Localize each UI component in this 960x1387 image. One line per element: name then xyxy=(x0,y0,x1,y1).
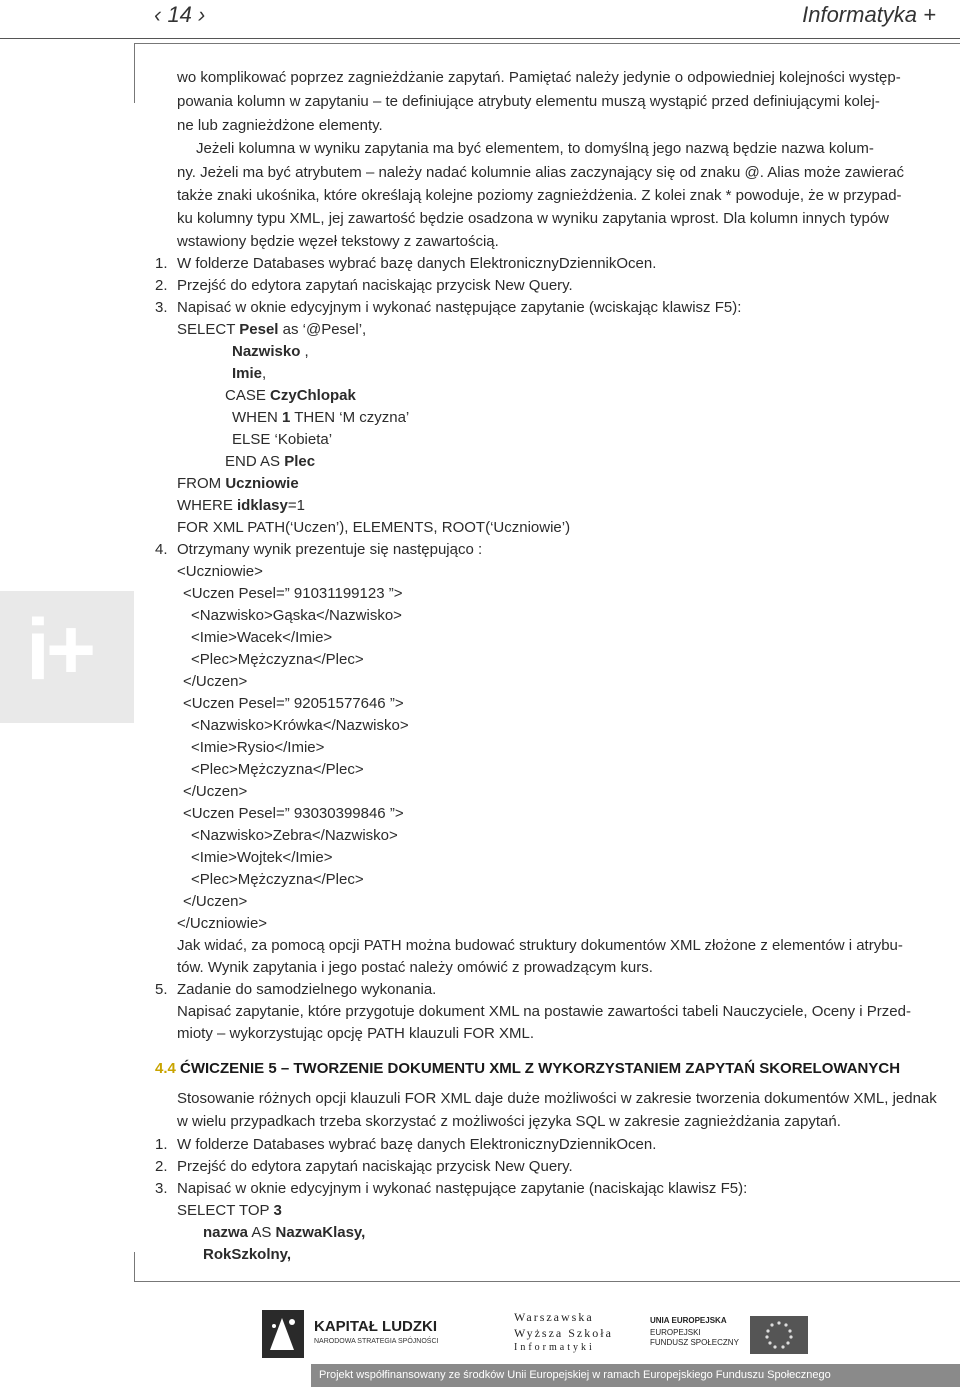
wwsi-line-1: Warszawska xyxy=(514,1310,594,1324)
step-number: 4. xyxy=(155,541,168,558)
code-line: SELECT Pesel as ‘@Pesel’, xyxy=(177,321,367,338)
frame-bottom-line xyxy=(134,1281,960,1282)
eu-line-2: EUROPEJSKI xyxy=(650,1328,701,1337)
kapital-ludzki-emblem-icon xyxy=(262,1310,304,1358)
xml-line: <Imie>Wacek</Imie> xyxy=(191,629,333,646)
side-logo-box xyxy=(0,591,134,723)
kapital-ludzki-logo xyxy=(262,1310,462,1360)
eu-fund-logo xyxy=(650,1316,810,1362)
kapital-ludzki-subtitle: NARODOWA STRATEGIA SPÓJNOŚCI xyxy=(314,1338,439,1345)
xml-line: <Nazwisko>Zebra</Nazwisko> xyxy=(191,827,398,844)
step-number: 1. xyxy=(155,255,168,272)
xml-line: <Imie>Wojtek</Imie> xyxy=(191,849,333,866)
eu-flag-icon xyxy=(750,1316,808,1354)
code-line: FOR XML PATH(‘Uczen’), ELEMENTS, ROOT(‘Uczniowie’) xyxy=(177,519,571,536)
step-number: 3. xyxy=(155,299,168,316)
paragraph-line: ne lub zagnieżdżone elementy. xyxy=(177,117,383,134)
step-text: Przejść do edytora zapytań naciskając przycisk New Query. xyxy=(177,1158,573,1175)
running-title: Informatyka + xyxy=(802,2,936,27)
step-number: 5. xyxy=(155,981,168,998)
xml-line: <Uczniowie> xyxy=(177,563,263,580)
kapital-ludzki-title: KAPITAŁ LUDZKI xyxy=(314,1318,438,1335)
step-text: Napisać w oknie edycyjnym i wykonać następujące zapytanie (naciskając klawisz F5): xyxy=(177,1180,748,1197)
code-line: ELSE ‘Kobieta’ xyxy=(232,431,333,448)
frame-bottom-left-line xyxy=(134,1252,135,1282)
xml-line: <Plec>Mężczyzna</Plec> xyxy=(191,761,364,778)
xml-line: <Imie>Rysio</Imie> xyxy=(191,739,325,756)
wwsi-line-3: Informatyki xyxy=(514,1342,595,1353)
eu-line-1: UNIA EUROPEJSKA xyxy=(650,1316,727,1325)
wwsi-logo xyxy=(500,1308,640,1360)
code-line: Imie, xyxy=(232,365,267,382)
paragraph-line: w wielu przypadkach trzeba skorzystać z możliwości języka SQL w zakresie zagnieżdżania zapytań. xyxy=(177,1113,841,1130)
paragraph-line: wo komplikować poprzez zagnieżdżanie zapytań. Pamiętać należy jedynie o odpowiedniej kolejności występ- xyxy=(177,69,901,86)
frame-top-line xyxy=(134,43,960,44)
code-line: RokSzkolny, xyxy=(203,1246,292,1263)
paragraph-line: wstawiony będzie węzeł tekstowy z zawartością. xyxy=(177,233,499,250)
page-number: ‹ 14 › xyxy=(154,2,206,27)
paragraph-line: tów. Wynik zapytania i jego postać należy omówić z prowadzącym kurs. xyxy=(177,959,653,976)
frame-left-line xyxy=(134,43,135,103)
xml-line: </Uczen> xyxy=(183,783,248,800)
paragraph-line: Jeżeli kolumna w wyniku zapytania ma być elementem, to domyślną jego nazwą będzie nazwa kolum- xyxy=(196,140,874,157)
code-line: END AS Plec xyxy=(225,453,316,470)
code-line: WHEN 1 THEN ‘M czyzna’ xyxy=(232,409,410,426)
step-number: 1. xyxy=(155,1136,168,1153)
step-number: 2. xyxy=(155,277,168,294)
xml-line: </Uczen> xyxy=(183,893,248,910)
section-title: ĆWICZENIE 5 – TWORZENIE DOKUMENTU XML Z WYKORZYSTANIEM ZAPYTAŃ SKORELOWANYCH xyxy=(175,1060,901,1077)
paragraph-line: Stosowanie różnych opcji klauzuli FOR XML daje duże możliwości w zakresie tworzenia dokumentów XML, jednak xyxy=(177,1090,937,1107)
header-rule xyxy=(0,38,960,39)
code-line: WHERE idklasy=1 xyxy=(177,497,305,514)
xml-line: </Uczniowie> xyxy=(177,915,268,932)
step-text: W folderze Databases wybrać bazę danych ElektronicznyDziennikOcen. xyxy=(177,1136,657,1153)
paragraph-line: ny. Jeżeli ma być atrybutem – należy nadać kolumnie alias zaczynający się od znaku @. Alias może zawierać xyxy=(177,164,904,181)
step-text: Otrzymany wynik prezentuje się następująco : xyxy=(177,541,483,558)
step-text: Zadanie do samodzielnego wykonania. xyxy=(177,981,437,998)
xml-line: <Uczen Pesel=” 91031199123 ”> xyxy=(183,585,403,602)
paragraph-line: ku kolumny typu XML, jej zawartość będzie osadzona w wyniku zapytania wprost. Dla kolumn innych typów xyxy=(177,210,890,227)
xml-line: <Plec>Mężczyzna</Plec> xyxy=(191,651,364,668)
xml-line: <Nazwisko>Gąska</Nazwisko> xyxy=(191,607,402,624)
wwsi-line-2: Wyższa Szkoła xyxy=(514,1326,613,1340)
xml-line: <Nazwisko>Krówka</Nazwisko> xyxy=(191,717,409,734)
code-line: CASE CzyChlopak xyxy=(225,387,356,404)
step-number: 2. xyxy=(155,1158,168,1175)
paragraph-line: Napisać zapytanie, które przygotuje dokument XML na postawie zawartości tabeli Nauczyciele, Oceny i Przed- xyxy=(177,1003,911,1020)
code-line: SELECT TOP 3 xyxy=(177,1202,282,1219)
step-text: Przejść do edytora zapytań naciskając przycisk New Query. xyxy=(177,277,573,294)
xml-line: <Uczen Pesel=” 93030399846 ”> xyxy=(183,805,404,822)
page-header xyxy=(0,0,960,40)
paragraph-line: także znaki ukośnika, które określają kolejne poziomy zagnieżdżenia. Z kolei znak * powoduje, że w przypad- xyxy=(177,187,902,204)
section-heading xyxy=(155,1060,900,1077)
xml-line: </Uczen> xyxy=(183,673,248,690)
paragraph-line: mioty – wykorzystując opcję PATH klauzuli FOR XML. xyxy=(177,1025,535,1042)
section-number: 4.4 xyxy=(155,1060,176,1077)
eu-line-3: FUNDUSZ SPOŁECZNY xyxy=(650,1338,739,1347)
side-logo-text: i+ xyxy=(26,602,93,698)
paragraph-line: Jak widać, za pomocą opcji PATH można budować struktury dokumentów XML złożone z elementów i atrybu- xyxy=(177,937,903,954)
step-number: 3. xyxy=(155,1180,168,1197)
xml-line: <Plec>Mężczyzna</Plec> xyxy=(191,871,364,888)
footer-strip: Projekt współfinansowany ze środków Unii Europejskiej w ramach Europejskiego Funduszu Społecznego xyxy=(311,1364,960,1387)
paragraph-line: powania kolumn w zapytaniu – te definiujące atrybuty elementu muszą wystąpić przed definiującymi kolej- xyxy=(177,93,880,110)
step-text: W folderze Databases wybrać bazę danych ElektronicznyDziennikOcen. xyxy=(177,255,657,272)
code-line: FROM Uczniowie xyxy=(177,475,299,492)
xml-line: <Uczen Pesel=” 92051577646 ”> xyxy=(183,695,404,712)
code-line: Nazwisko , xyxy=(232,343,309,360)
step-text: Napisać w oknie edycyjnym i wykonać następujące zapytanie (wciskając klawisz F5): xyxy=(177,299,742,316)
code-line: nazwa AS NazwaKlasy, xyxy=(203,1224,366,1241)
